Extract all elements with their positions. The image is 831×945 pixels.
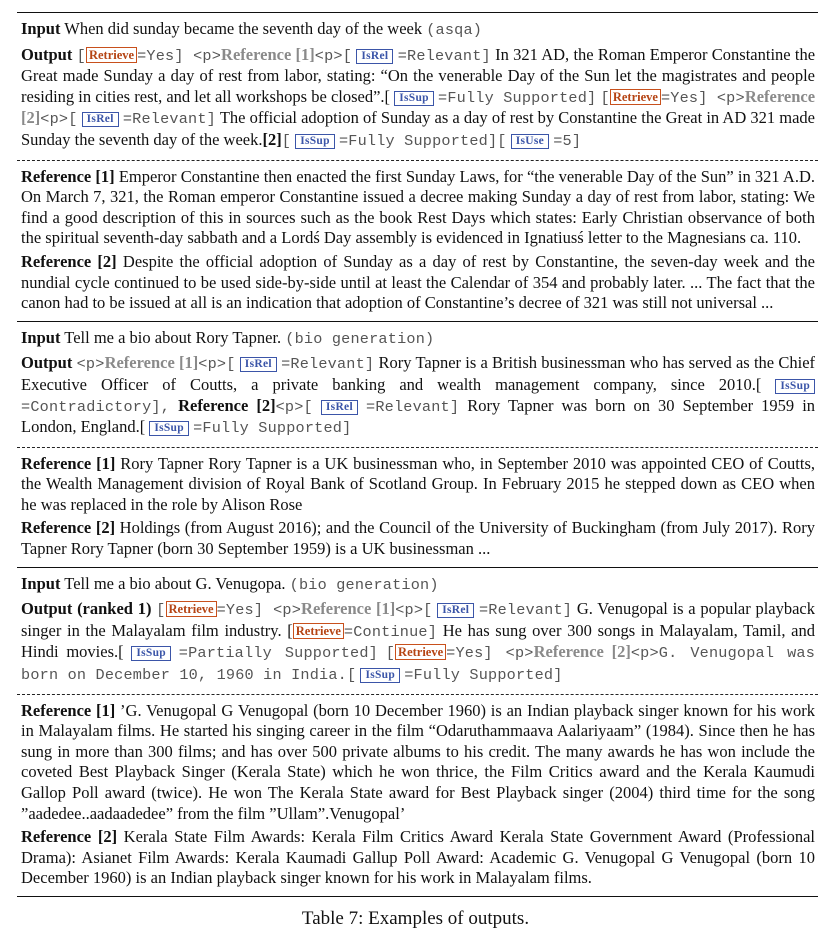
issup-token: IsSup bbox=[149, 421, 189, 436]
input-tag: (bio generation) bbox=[285, 329, 435, 348]
reference-2: Reference [2] Holdings (from August 2016); and the Council of the University of Buckingham (from July 2017). Rory Tapner Rory Tapner (born 30 September 1959) is a UK businessman ... bbox=[21, 518, 815, 559]
issup-token: IsSup bbox=[295, 134, 335, 149]
issup-token: IsSup bbox=[360, 668, 400, 683]
retrieve-token: Retrieve bbox=[293, 623, 344, 639]
reference-1: Reference [1] Rory Tapner Rory Tapner is a UK businessman who, in September 2010 was appointed CEO of Coutts, the Wealth Management division of Royal Bank of Scotland Group. In February 2015 he stepped down as CEO when he was replaced in the role by Alison Rose bbox=[21, 453, 816, 514]
output-sentence: Rory Tapner was born on 30 September 1959 in London, England.[ bbox=[21, 395, 816, 437]
example-3-input bbox=[21, 574, 815, 596]
example-2 bbox=[17, 322, 818, 447]
retrieve-token: Retrieve bbox=[610, 89, 661, 105]
isrel-token: IsRel bbox=[356, 49, 393, 64]
reference-marker: Reference [2] bbox=[533, 642, 631, 662]
input-label: Input bbox=[21, 573, 61, 593]
reference-marker: Reference [2] bbox=[178, 395, 276, 415]
issup-token: IsSup bbox=[131, 646, 171, 661]
example-2-output: Output <p>Reference [1]<p>[ IsRel =Relevant] Rory Tapner is a British businessman who has served as the Chief Executive Officer of Coutts, a private banking and wealth management company, since 2010.[ IsSup =Contradictory], Reference [2]<p>[ IsRel =Relevant] Rory Tapner was born on 30 September 1959 in London, England.[ IsSup =Fully Supported] bbox=[21, 353, 816, 438]
isrel-token: IsRel bbox=[82, 112, 119, 127]
example-1-references bbox=[17, 161, 818, 321]
output-sentence: G. Venugopal is a popular playback singer in the Malayalam film industry. [ bbox=[21, 599, 816, 640]
reference-marker: Reference [2] bbox=[21, 86, 816, 128]
isrel-token: IsRel bbox=[437, 603, 474, 618]
example-1-input bbox=[21, 19, 815, 41]
reference-marker: Reference [1] bbox=[301, 599, 396, 619]
output-sentence: In 321 AD, the Roman Emperor Constantine the Great made Sunday a day of rest from labor, stating: “On the venerable Day of the Sun let the magistrates and people residing in cities rest, and let all workshops be closed”.[ bbox=[21, 44, 816, 106]
retrieve-token: Retrieve bbox=[395, 644, 446, 660]
example-1-output: Output [ Retrieve =Yes] <p>Reference [1]<p>[ IsRel =Relevant] In 321 AD, the Roman Emperor Constantine the Great made Sunday a day of rest from labor, stating: “On the venerable Day of the Sun let the magistrates and people residing in cities rest, and let all workshops be closed”.[ IsSup =Fully Supported] [ Retrieve =Yes] <p>Reference [2]<p>[ IsRel =Relevant] The official adoption of Sunday as a day of rest by Constantine the Great in AD 321 made Sunday the seventh day of the week.[2][ IsSup =Fully Supported][ IsUse =5] bbox=[21, 44, 816, 150]
output-sentence: Rory Tapner is a British businessman who has served as the Chief Executive Officer of Coutts, a private banking and wealth management company, since 2010.[ bbox=[21, 353, 816, 394]
retrieve-token: Retrieve bbox=[86, 47, 137, 63]
examples-table bbox=[17, 12, 818, 897]
input-label: Input bbox=[21, 327, 61, 347]
retrieve-token: Retrieve bbox=[166, 601, 217, 617]
input-text: Tell me a bio about Rory Tapner. bbox=[64, 327, 282, 347]
input-tag: (bio generation) bbox=[289, 575, 439, 594]
output-label: Output bbox=[21, 44, 73, 64]
input-text: Tell me a bio about G. Venugopa. bbox=[64, 573, 286, 593]
citation: [2] bbox=[262, 129, 282, 149]
reference-marker: Reference [1] bbox=[221, 44, 315, 64]
output-sentence: The official adoption of Sunday as a day of rest by Constantine the Great in AD 321 made Sunday the seventh day of the week. bbox=[21, 108, 815, 149]
input-label: Input bbox=[21, 19, 61, 38]
isuse-token: IsUse bbox=[511, 134, 549, 149]
table-caption: Table 7: Examples of outputs. bbox=[301, 908, 530, 929]
reference-2: Reference [2] Kerala State Film Awards: Kerala Film Critics Award Kerala State Government Award (Professional Drama): Asianet Film Awards: Kerala Kaumadi Gallup Poll Award: Academic G. Venugopal G Venugopal (born 10 December 1960) is an Indian playback singer known for his work in Malayalam films. bbox=[21, 827, 815, 888]
example-1 bbox=[17, 13, 818, 160]
output-sentence: He has sung over 300 songs in Malayalam, Tamil, and Hindi movies.[ bbox=[21, 620, 815, 662]
reference-2: Reference [2] Despite the official adoption of Sunday as a day of rest by Constantine, the seven-day week and the nundial cycle continued to be used side-by-side until at least the Calendar of 354 and probably later. ... The fact that the canon had to be issued at all is an indication that adoption of Constantine’s decree of 321 was still not universal ... bbox=[21, 251, 816, 313]
example-2-input bbox=[21, 328, 815, 350]
reference-marker: Reference [1] bbox=[104, 353, 199, 373]
input-tag: (asqa) bbox=[426, 21, 483, 39]
isrel-token: IsRel bbox=[240, 357, 277, 372]
example-2-references bbox=[17, 448, 818, 567]
input-text: When did sunday became the seventh day of the week bbox=[64, 19, 423, 38]
output-label: Output (ranked 1) bbox=[21, 599, 152, 619]
reference-1: Reference [1] ’G. Venugopal G Venugopal (born 10 December 1960) is an Indian playback singer known for his work in Malayalam films. He started his singing career in the film “Odaruthammaava Aalariyaam” (1984). Since then he has sung in more than 300 films; and has over 500 private albums to his credit. The many awards he has won include the coveted Best Playback Singer (Kerala State) which he won thrice, the Film Critics award and the Kerala Kaumudi Gallop Poll award (twice). He won The Kerala State award for Best Playback singer (2004) third time for the song ”aadedee..aadaadedee” from the film ”Ullam”.Venugopal’ bbox=[21, 700, 815, 823]
isrel-token: IsRel bbox=[321, 400, 358, 415]
example-3-references bbox=[17, 695, 818, 896]
reference-1: Reference [1] Emperor Constantine then enacted the first Sunday Laws, for “the venerable Day of the Sun” in 321 A.D. On March 7, 321, the Roman emperor Constantine issued a decree making Sunday a day of rest from labor, stating: We find a good description of this in sources such as the book Rest Days which states: Early Christian observance of both the spiritual seventh-day sabbath and a Lordś Day assembly is evidenced in Ignatiusś letter to the Magnesians ca. 110. bbox=[21, 166, 815, 248]
example-3-output: Output (ranked 1) [ Retrieve =Yes] <p>Reference [1]<p>[ IsRel =Relevant] G. Venugopal is a popular playback singer in the Malayalam film industry. [ Retrieve =Continue] He has sung over 300 songs in Malayalam, Tamil, and Hindi movies.[ IsSup =Partially Supported] [ Retrieve =Yes] <p>Reference [2]<p>G. Venugopal was born on December 10, 1960 in India.[ IsSup =Fully Supported] bbox=[21, 599, 816, 685]
bottom-rule bbox=[17, 896, 818, 897]
output-label: Output bbox=[21, 353, 73, 373]
issup-token: IsSup bbox=[775, 379, 815, 394]
example-3 bbox=[17, 568, 818, 694]
issup-token: IsSup bbox=[394, 91, 434, 106]
